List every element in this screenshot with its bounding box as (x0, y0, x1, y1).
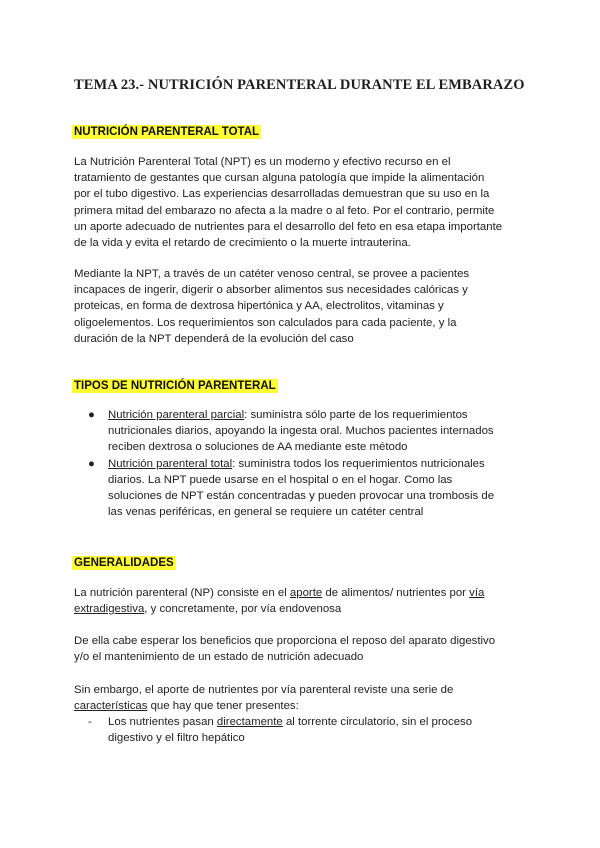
dash-marker: - (88, 716, 92, 728)
page-title: TEMA 23.- NUTRICIÓN PARENTERAL DURANTE EL EMBARAZO (74, 77, 525, 93)
list-item: - Los nutrientes pasan directamente al torrente circulatorio, sin el proceso digestivo y el filtro hepático (88, 716, 473, 745)
list-item: ● Nutrición parenteral total: suministra todos los requerimientos nutricionales diarios. La NPT puede usarse en el hospital o en el hogar. Como las soluciones de NPT están concentradas y pueden provocar una trombosis de las venas periféricas, en general se requiere un catéter central (88, 457, 495, 519)
highlighted-heading-text: TIPOS DE NUTRICIÓN PARENTERAL (74, 380, 276, 392)
paragraph-generalidades-definition: La nutrición parenteral (NP) consiste en el aporte de alimentos/ nutrientes por vía extradigestiva, y concretamente, por vía endovenosa (74, 587, 485, 616)
paragraph-npt-intro: La Nutrición Parenteral Total (NPT) es un moderno y efectivo recurso en el tratamiento de gestantes que cursan alguna patología que impide la alimentación por el tubo digestivo. Las experiencias desarrolladas demuestran que su uso en la primera mitad del embarazo no afecta a la madre o al feto. Por el contrario, permite un aporte adecuado de nutrientes para el desarrollo del feto en esa etapa importante de la vida y evita el retardo de crecimiento o la muerte intrauterina. (74, 156, 503, 250)
bullet-icon: ● (88, 409, 95, 421)
term-underlined: Nutrición parenteral total (108, 457, 233, 470)
paragraph-generalidades-benefits: De ella cabe esperar los beneficios que proporciona el reposo del aparato digestivo y/o el mantenimiento de un estado de nutrición adecuado (74, 635, 496, 664)
list-item: ● Nutrición parenteral parcial: suministra sólo parte de los requerimientos nutricionales diarios, apoyando la ingesta oral. Muchos pacientes internados reciben dextrosa o soluciones de AA mediante este método (88, 409, 494, 454)
highlighted-heading-text: GENERALIDADES (74, 557, 174, 569)
paragraph-generalidades-characteristics: Sin embargo, el aporte de nutrientes por vía parenteral reviste una serie de características que hay que tener presentes: (74, 684, 454, 713)
highlighted-heading-text: NUTRICIÓN PARENTERAL TOTAL (74, 126, 260, 138)
paragraph-npt-method: Mediante la NPT, a través de un catéter venoso central, se provee a pacientes incapaces de ingerir, digerir o absorber alimentos sus necesidades calóricas y proteicas, en forma de dextrosa hipertónica y AA, electrolitos, vitaminas y oligoelementos. Los requerimientos son calculados para cada paciente, y la duración de la NPT dependerá de la evolución del caso (74, 268, 470, 345)
section-heading-tipos (72, 376, 278, 394)
bullet-list-tipos (88, 407, 528, 520)
section-heading-generalidades (72, 553, 176, 571)
term-underlined: Nutrición parenteral parcial (108, 409, 245, 421)
section-heading-npt (72, 122, 261, 140)
bullet-icon: ● (88, 457, 95, 470)
dash-list-characteristics (88, 714, 528, 746)
